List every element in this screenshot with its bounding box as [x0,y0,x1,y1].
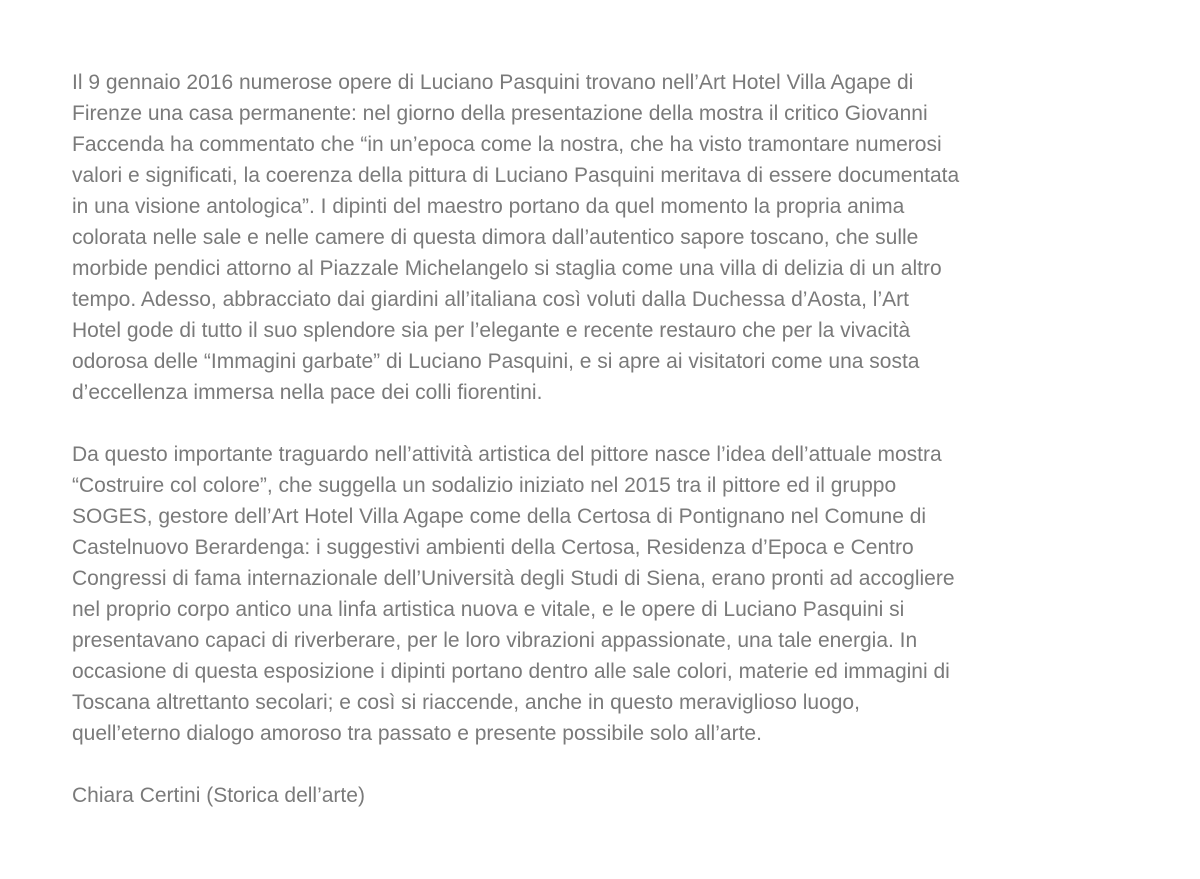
paragraph-line: Congressi di fama internazionale dell’Università degli Studi di Siena, erano pronti ad accogliere [72,567,955,590]
paragraph-line: SOGES, gestore dell’Art Hotel Villa Agape come della Certosa di Pontignano nel Comune di [72,505,927,528]
paragraph-line: odorosa delle “Immagini garbate” di Luciano Pasquini, e si apre ai visitatori come una sosta [72,350,920,373]
paragraph-line: morbide pendici attorno al Piazzale Michelangelo si staglia come una villa di delizia di un altro [72,257,942,280]
paragraph-line: quell’eterno dialogo amoroso tra passato e presente possibile solo all’arte. [72,722,762,745]
paragraph-1 [72,67,1142,408]
paragraph-line: “Costruire col colore”, che suggella un sodalizio iniziato nel 2015 tra il pittore ed il gruppo [72,474,897,497]
paragraph-line: Firenze una casa permanente: nel giorno della presentazione della mostra il critico Giovanni [72,102,928,125]
paragraph-2 [72,439,1142,749]
paragraph-line: presentavano capaci di riverberare, per le loro vibrazioni appassionate, una tale energia. In [72,629,918,652]
article-body [72,67,1142,811]
paragraph-line: Castelnuovo Berardenga: i suggestivi ambienti della Certosa, Residenza d’Epoca e Centro [72,536,914,559]
paragraph-line: d’eccellenza immersa nella pace dei colli fiorentini. [72,381,543,404]
paragraph-line: occasione di questa esposizione i dipinti portano dentro alle sale colori, materie ed immagini di [72,660,950,683]
author-signature: Chiara Certini (Storica dell’arte) [72,784,365,807]
paragraph-line: Il 9 gennaio 2016 numerose opere di Luciano Pasquini trovano nell’Art Hotel Villa Agape di [72,71,914,94]
paragraph-line: Faccenda ha commentato che “in un’epoca come la nostra, che ha visto tramontare numerosi [72,133,942,156]
paragraph-line: nel proprio corpo antico una linfa artistica nuova e vitale, e le opere di Luciano Pasquini si [72,598,905,621]
paragraph-line: Hotel gode di tutto il suo splendore sia per l’elegante e recente restauro che per la vivacità [72,319,911,342]
paragraph-line: colorata nelle sale e nelle camere di questa dimora dall’autentico sapore toscano, che sulle [72,226,919,249]
paragraph-line: Da questo importante traguardo nell’attività artistica del pittore nasce l’idea dell’attuale mostra [72,443,942,466]
paragraph-line: tempo. Adesso, abbracciato dai giardini all’italiana così voluti dalla Duchessa d’Aosta, l’Art [72,288,909,311]
paragraph-line: valori e significati, la coerenza della pittura di Luciano Pasquini meritava di essere documentata [72,164,960,187]
paragraph-line: Toscana altrettanto secolari; e così si riaccende, anche in questo meraviglioso luogo, [72,691,860,714]
paragraph-line: in una visione antologica”. I dipinti del maestro portano da quel momento la propria anima [72,195,905,218]
